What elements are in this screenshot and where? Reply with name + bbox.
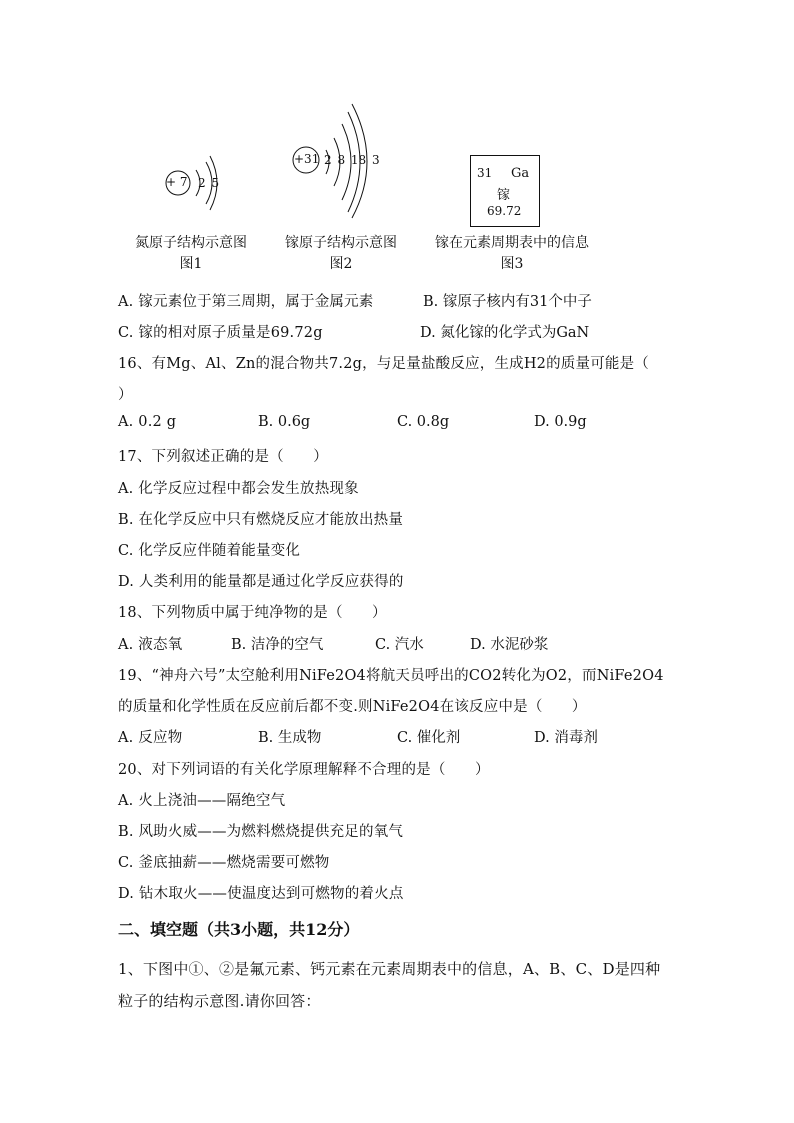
figure-label: 图3 [500,256,524,272]
periodic-table-cell [470,155,540,227]
q17-stem: 17、下列叙述正确的是（ ） [118,449,328,465]
shell-electrons: 2 5 [198,176,220,190]
nitrogen-atom-diagram [158,140,238,220]
q20-option-c: C. 釜底抽薪——燃烧需要可燃物 [118,855,330,871]
element-name: 镓 [497,188,511,203]
shell-electrons: 2 8 18 3 [324,153,380,167]
q18-stem: 18、下列物质中属于纯净物的是（ ） [118,605,387,621]
q16-stem: 16、有Mg、Al、Zn的混合物共7.2g，与足量盐酸反应，生成H2的质量可能是（ [118,356,650,372]
q16-option-b: B. 0.6g [258,414,311,430]
q15-option-c: C. 镓的相对原子质量是69.72g [118,325,323,341]
q17-option-c: C. 化学反应伴随着能量变化 [118,543,301,559]
q15-option-d: D. 氮化镓的化学式为GaN [420,325,590,341]
figure-label: 图1 [179,256,203,272]
atomic-mass: 69.72 [487,204,522,218]
nucleus-charge: + 7 [166,175,188,189]
gallium-atom-diagram [288,100,388,220]
section2-q1-stem-cont: 粒子的结构示意图.请你回答： [118,992,321,1010]
q17-option-b: B. 在化学反应中只有燃烧反应才能放出热量 [118,512,404,528]
section2-q1-stem: 1、下图中①、②是氟元素、钙元素在元素周期表中的信息，A、B、C、D是四种 [118,960,661,978]
q19-stem-cont: 的质量和化学性质在反应前后都不变.则NiFe2O4在该反应中是（ ） [118,699,587,715]
atomic-number: 31 [477,166,493,180]
q16-option-d: D. 0.9g [534,414,587,430]
q16-option-c: C. 0.8g [397,414,450,430]
q20-stem: 20、对下列词语的有关化学原理解释不合理的是（ ） [118,762,490,778]
figure-caption: 镓原子结构示意图 [285,235,397,251]
q20-option-b: B. 风助火威——为燃料燃烧提供充足的氧气 [118,824,404,840]
q15-option-b: B. 镓原子核内有31个中子 [423,294,592,310]
q18-option-c: C. 汽水 [375,637,424,653]
nucleus-charge: +31 [294,152,320,166]
q17-option-a: A. 化学反应过程中都会发生放热现象 [118,481,359,497]
q18-option-a: A. 液态氧 [118,637,183,653]
q18-option-d: D. 水泥砂浆 [470,637,549,653]
figure-label: 图2 [329,256,353,272]
q20-option-a: A. 火上浇油——隔绝空气 [118,793,286,809]
figure-caption: 氮原子结构示意图 [135,235,247,251]
figure-caption: 镓在元素周期表中的信息 [435,235,589,251]
section-heading: 二、填空题（共3小题，共12分） [118,920,360,939]
q20-option-d: D. 钻木取火——使温度达到可燃物的着火点 [118,886,404,902]
q19-option-a: A. 反应物 [118,730,183,746]
element-symbol: Ga [511,166,530,181]
q19-stem: 19、“神舟六号”太空舱利用NiFe2O4将航天员呼出的CO2转化为O2，而NiFe2O4 [118,668,664,684]
q18-option-b: B. 洁净的空气 [231,637,324,653]
q19-option-d: D. 消毒剂 [534,730,598,746]
q19-option-b: B. 生成物 [258,730,322,746]
q19-option-c: C. 催化剂 [397,730,461,746]
q16-stem-cont: ） [118,387,133,403]
q15-option-a: A. 镓元素位于第三周期，属于金属元素 [118,294,374,310]
q16-option-a: A. 0.2 g [118,414,177,430]
q17-option-d: D. 人类利用的能量都是通过化学反应获得的 [118,574,404,590]
